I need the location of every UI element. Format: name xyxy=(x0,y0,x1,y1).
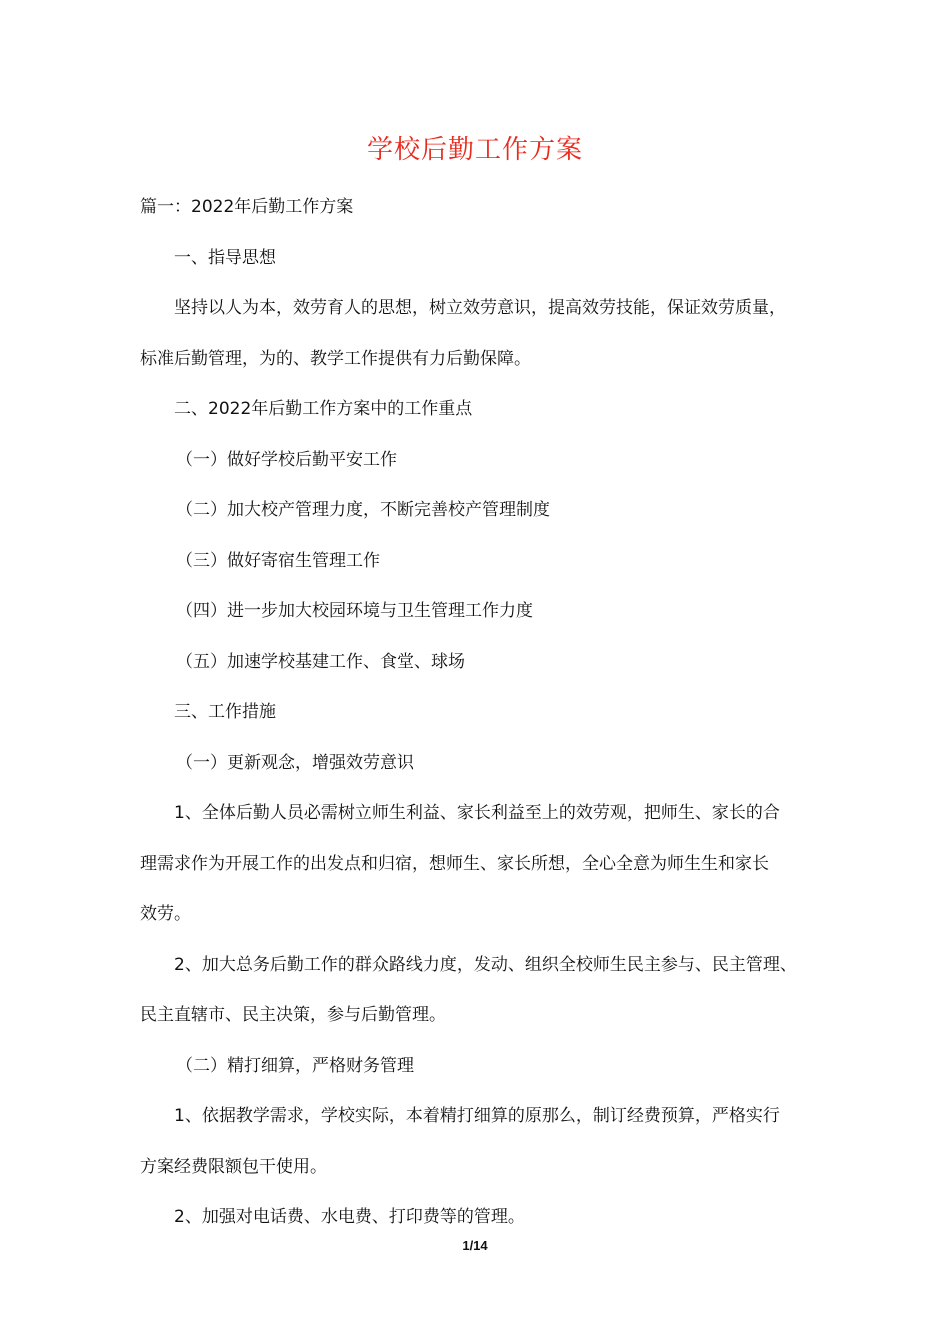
list-item: （三）做好寄宿生管理工作 xyxy=(176,550,380,571)
document-title: 学校后勤工作方案 xyxy=(366,135,583,165)
list-item: （一）做好学校后勤平安工作 xyxy=(176,449,397,470)
subsection-heading: 三、工作措施 xyxy=(174,702,276,722)
document-body xyxy=(140,182,830,1243)
paragraph-line: 1、全体后勤人员必需树立师生利益、家长利益至上的效劳观，把师生、家长的合 xyxy=(174,803,780,823)
paragraph-line: 效劳。 xyxy=(140,904,191,924)
page-number: 1/14 xyxy=(462,1238,488,1253)
list-item: （二）精打细算，严格财务管理 xyxy=(176,1055,414,1076)
paragraph-line: 坚持以人为本，效劳育人的思想，树立效劳意识，提高效劳技能，保证效劳质量， xyxy=(174,298,786,318)
paragraph-line: 民主直辖市、民主决策，参与后勤管理。 xyxy=(140,1005,446,1025)
list-item: （一）更新观念，增强效劳意识 xyxy=(176,752,414,773)
list-item: （五）加速学校基建工作、食堂、球场 xyxy=(176,651,465,672)
list-item: （二）加大校产管理力度，不断完善校产管理制度 xyxy=(176,500,550,520)
paragraph-line: 理需求作为开展工作的出发点和归宿，想师生、家长所想，全心全意为师生生和家长 xyxy=(140,853,769,874)
subsection-heading: 一、指导思想 xyxy=(174,247,276,268)
paragraph-line: 2、加强对电话费、水电费、打印费等的管理。 xyxy=(174,1207,525,1227)
paragraph-line: 标准后勤管理，为的、教学工作提供有力后勤保障。 xyxy=(140,348,531,369)
subsection-heading: 二、2022年后勤工作方案中的工作重点 xyxy=(174,399,473,419)
paragraph-line: 方案经费限额包干使用。 xyxy=(140,1156,327,1177)
paragraph-line: 2、加大总务后勤工作的群众路线力度，发动、组织全校师生民主参与、民主管理、 xyxy=(174,954,797,975)
section-heading: 篇一：2022年后勤工作方案 xyxy=(140,197,354,217)
paragraph-line: 1、依据教学需求，学校实际，本着精打细算的原那么，制订经费预算，严格实行 xyxy=(174,1106,780,1126)
list-item: （四）进一步加大校园环境与卫生管理工作力度 xyxy=(176,601,533,621)
